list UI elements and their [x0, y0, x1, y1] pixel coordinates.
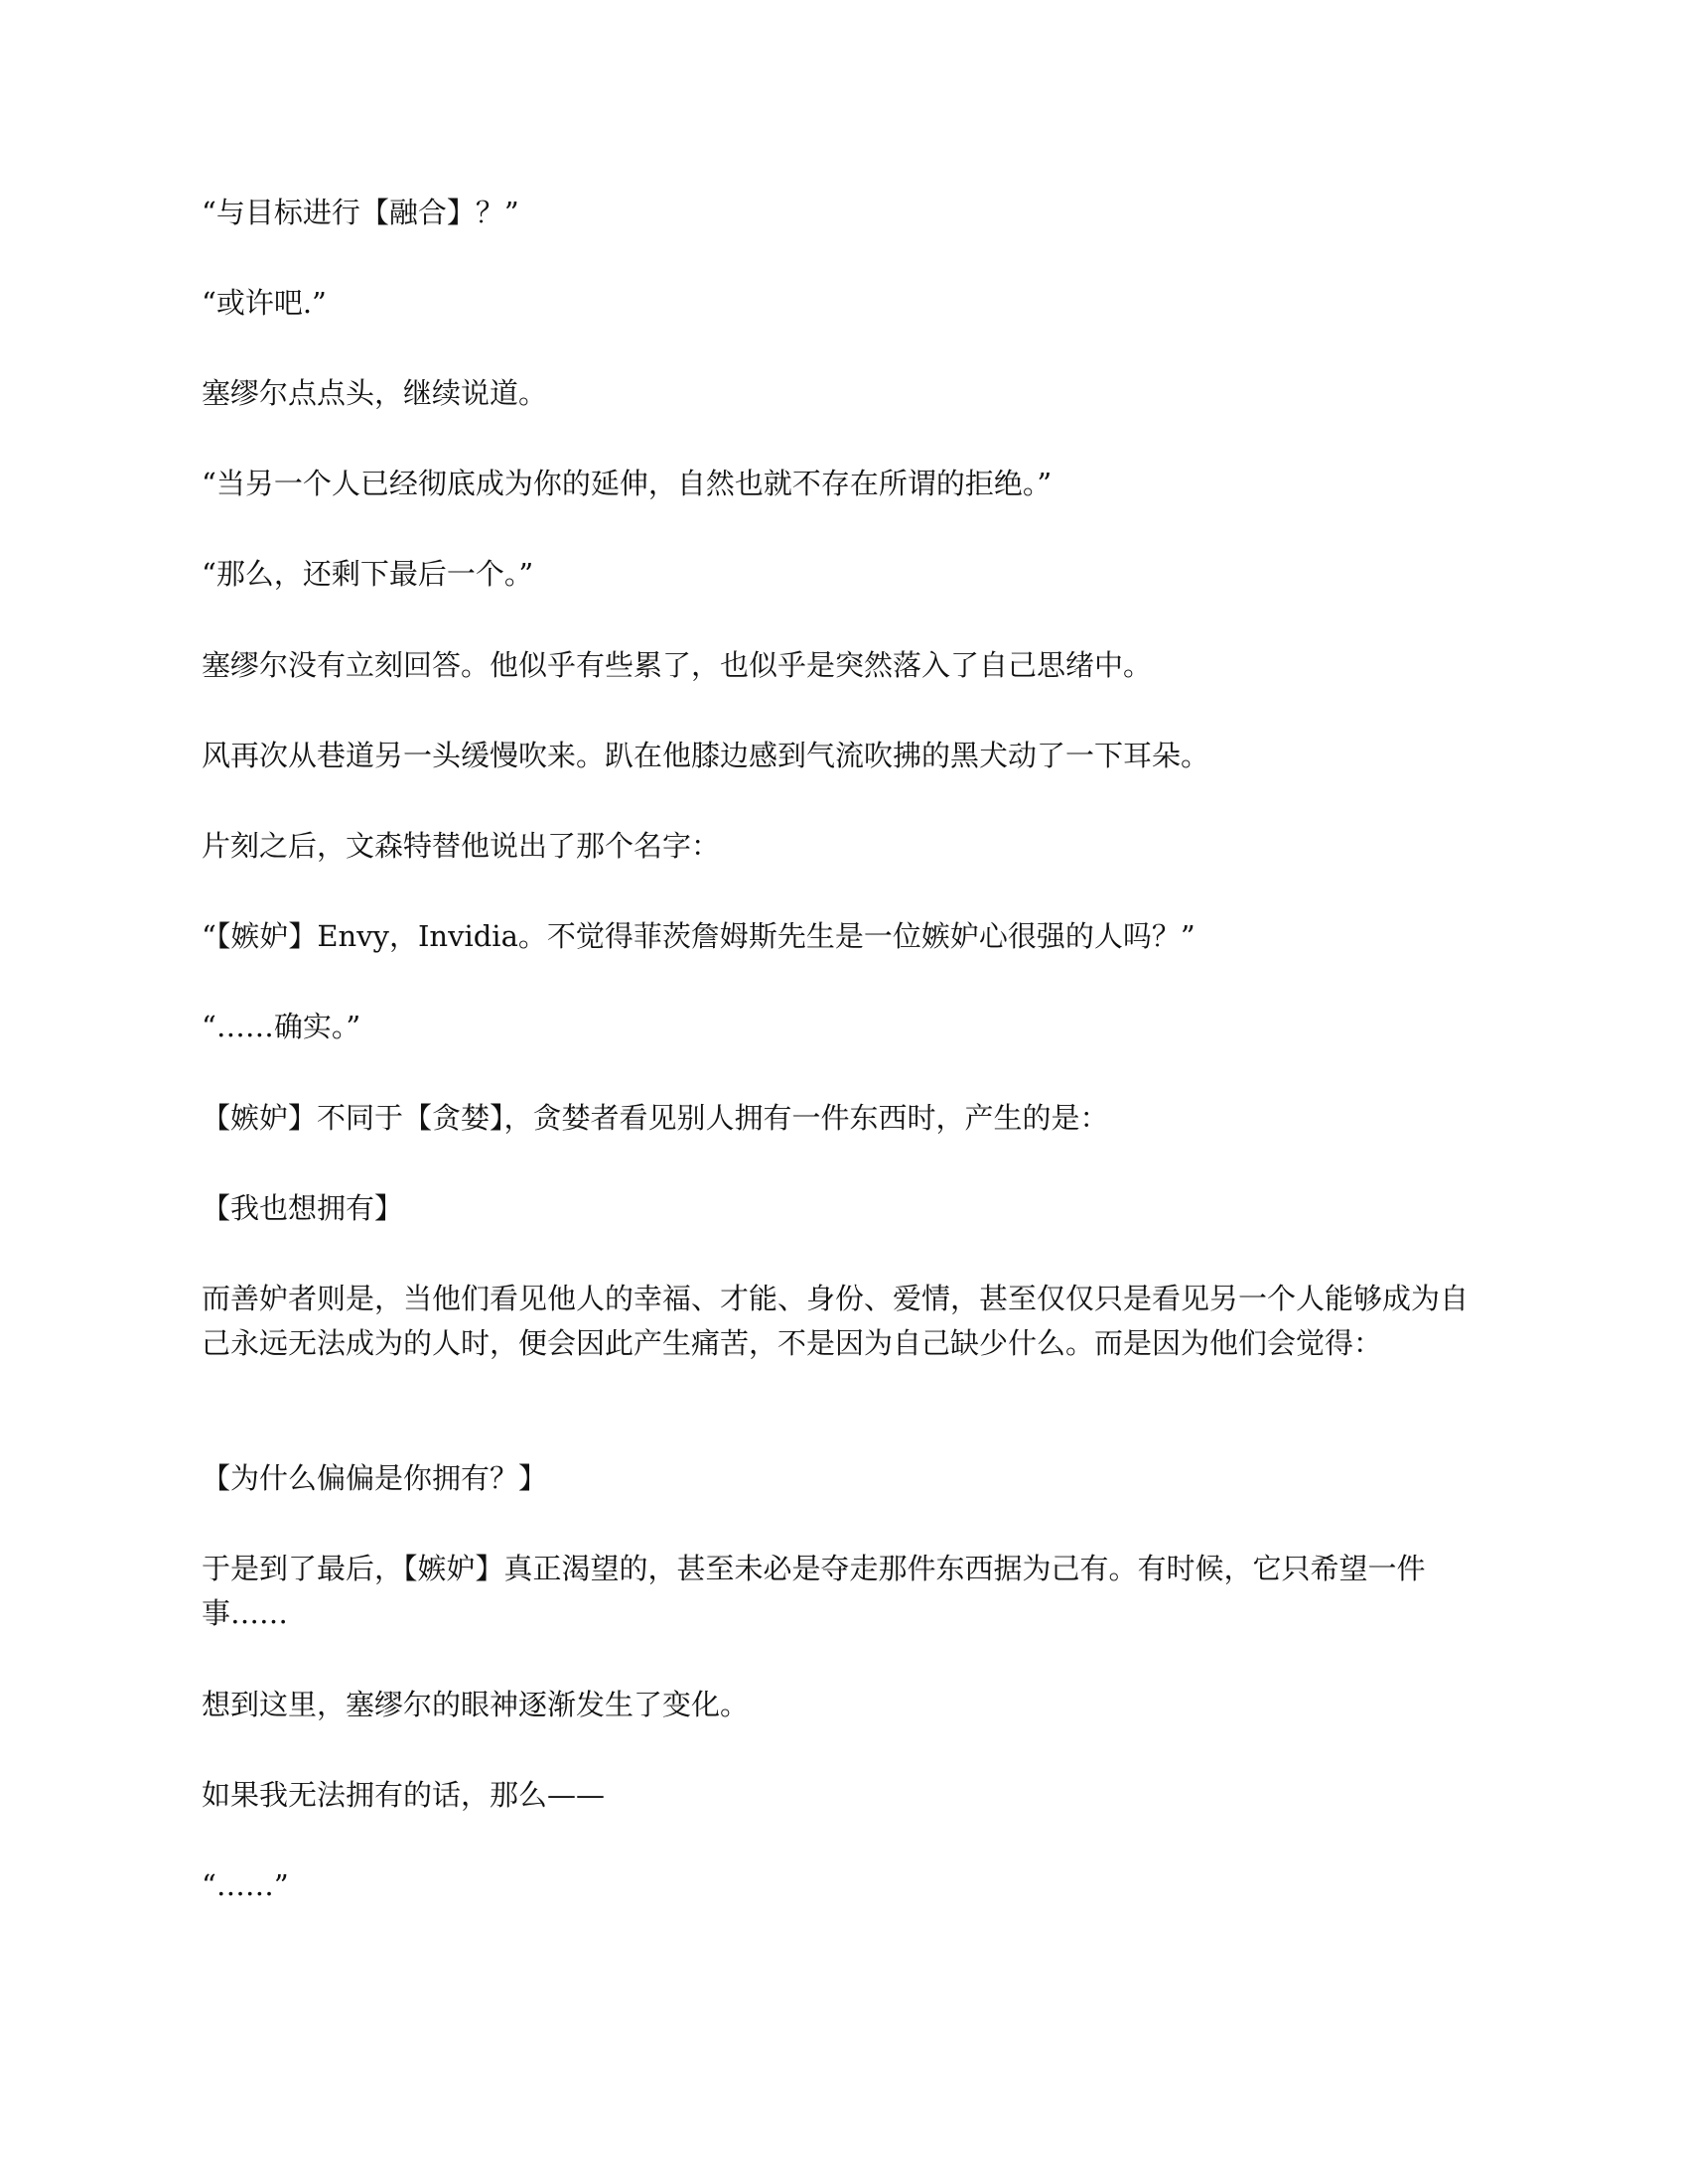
paragraph-18: “……”: [202, 1868, 289, 1902]
paragraph-6: 塞缪尔没有立刻回答。他似乎有些累了，也似乎是突然落入了自己思绪中。: [202, 648, 1153, 682]
paragraph-8: 片刻之后，文森特替他说出了那个名字：: [202, 829, 721, 863]
paragraph-3: 塞缪尔点点头，继续说道。: [202, 376, 548, 410]
paragraph-16: 想到这里，塞缪尔的眼神逐渐发生了变化。: [202, 1688, 750, 1721]
paragraph-14: 【为什么偏偏是你拥有？】: [202, 1461, 548, 1495]
paragraph-13: 而善妒者则是，当他们看见他人的幸福、才能、身份、爱情，甚至仅仅只是看见另一个人能够成为自己永远无法成为的人时，便会因此产生痛苦，不是因为自己缺少什么。而是因为他们会觉得：: [202, 1282, 1470, 1360]
paragraph-7: 风再次从巷道另一头缓慢吹来。趴在他膝边感到气流吹拂的黑犬动了一下耳朵。: [202, 739, 1210, 772]
paragraph-15: 于是到了最后，【嫉妒】真正渴望的，甚至未必是夺走那件东西据为己有。有时候，它只希望一件事……: [202, 1552, 1426, 1630]
paragraph-17: 如果我无法拥有的话，那么——: [202, 1778, 606, 1812]
paragraph-9: “【嫉妒】Envy，Invidia。不觉得菲茨詹姆斯先生是一位嫉妒心很强的人吗？”: [202, 919, 1196, 953]
paragraph-4: “当另一个人已经彻底成为你的延伸，自然也就不存在所谓的拒绝。”: [202, 467, 1053, 500]
paragraph-10: “……确实。”: [202, 1010, 361, 1043]
paragraph-5: “那么，还剩下最后一个。”: [202, 557, 534, 591]
paragraph-2: “或许吧.”: [202, 286, 327, 320]
paragraph-12: 【我也想拥有】: [202, 1191, 404, 1225]
paragraph-11: 【嫉妒】不同于【贪婪】，贪婪者看见别人拥有一件东西时，产生的是：: [202, 1101, 1109, 1135]
paragraph-1: “与目标进行【融合】？”: [202, 196, 519, 229]
